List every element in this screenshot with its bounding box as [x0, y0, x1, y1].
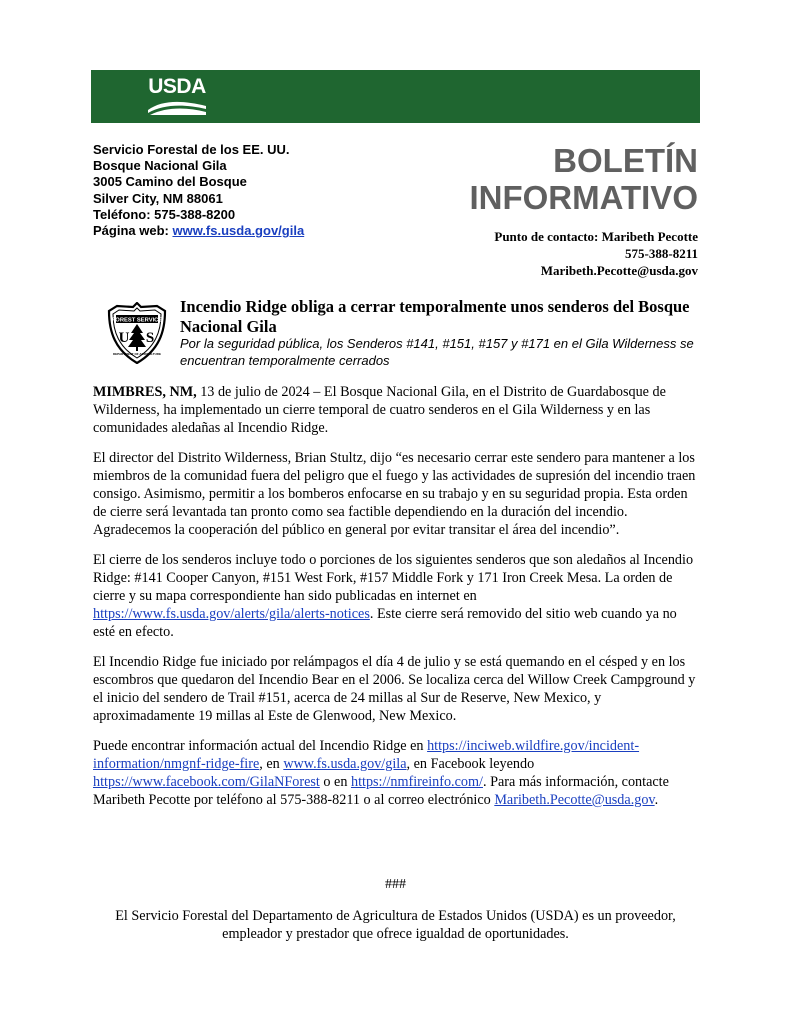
dateline: MIMBRES, NM,: [93, 384, 197, 400]
web-label: Página web:: [93, 223, 173, 239]
paragraph-2: El director del Distrito Wilderness, Brian Stultz, dijo “es necesario cerrar este sendero para mantener a los miembros de la comunidad fuera del peligro que el fuego y las actividades de supresión del incendio traen consigo. Asimismo, permitir a los bomberos enfocarse en su trabajo y en su seguridad propia. Esta orden de cierre será levantada tan pronto como sea factible dependiendo en la duración del incendio. Agradecemos la cooperación del público en general por evitar transitar el área del incendio”.: [93, 450, 696, 538]
paragraph-5-a: Puede encontrar información actual del Incendio Ridge en: [93, 738, 428, 754]
article-body: [93, 383, 702, 821]
footer-statement: El Servicio Forestal del Departamento de Agricultura de Estados Unidos (USDA) es un proveedor, empleador y prestador que ofrece igualdad de oportunidades.: [115, 908, 676, 942]
paragraph-1: [93, 383, 702, 437]
shield-letter-right: S: [145, 330, 155, 346]
bulletin-title-line2: INFORMATIVO: [469, 179, 698, 216]
inciweb-link[interactable]: https://inciweb.wildfire.gov/incident-information/nmgnf-ridge-fire: [93, 738, 640, 772]
nmfireinfo-link[interactable]: https://nmfireinfo.com/: [350, 774, 483, 790]
shield-top-text: FOREST SERVICE: [111, 317, 163, 324]
forest-name: Bosque Nacional Gila: [93, 158, 227, 174]
paragraph-5-d: o en: [319, 774, 351, 790]
web-line: [93, 223, 433, 239]
shield-bottom-text: DEPARTMENT OF AGRICULTURE: [113, 352, 161, 356]
paragraph-5-e: . Para más información, contacte Maribeth Pecotte por teléfono al 575-388-8211 o al correo electrónico: [93, 774, 669, 808]
contact-phone: 575-388-8211: [625, 245, 698, 261]
paragraph-4: El Incendio Ridge fue iniciado por relámpagos el día 4 de julio y se está quemando en el césped y en los escombros que quedaron del Incendio Bear en el 2006. Se localiza cerca del Willow Creek Campground y el inicio del sendero de Trail #151, acerca de 24 millas al Sur de Reserve, New Mexico, y aproximadamente 19 millas al Este de Glenwood, New Mexico.: [93, 654, 696, 724]
bulletin-title: [469, 142, 698, 216]
paragraph-3-end: . Este cierre será removido del sitio web cuando ya no esté en efecto.: [93, 606, 677, 640]
alerts-link[interactable]: https://www.fs.usda.gov/alerts/gila/alerts-notices: [93, 606, 370, 622]
subheadline: Por la seguridad pública, los Senderos #141, #151, #157 y #171 en el Gila Wilderness se encuentran temporalmente cerrados: [180, 336, 694, 368]
usda-hills-icon: [148, 98, 206, 116]
paragraph-5-c: , en Facebook leyendo: [406, 756, 535, 772]
web-link[interactable]: www.fs.usda.gov/gila: [172, 223, 305, 239]
street-address: 3005 Camino del Bosque: [93, 174, 247, 190]
office-address: [93, 142, 433, 239]
end-marker: ###: [385, 877, 406, 892]
contact-block: [494, 229, 698, 279]
office-name: Servicio Forestal de los EE. UU.: [93, 142, 290, 157]
headline: Incendio Ridge obliga a cerrar temporalmente unos senderos del Bosque Nacional Gila: [180, 297, 690, 336]
facebook-link[interactable]: https://www.facebook.com/GilaNForest: [93, 774, 320, 790]
contact-name: Punto de contacto: Maribeth Pecotte: [494, 229, 698, 244]
paragraph-3-text: El cierre de los senderos incluye todo o porciones de los siguientes senderos que son aledaños al Incendio Ridge: #141 Cooper Canyon, #151 West Fork, #157 Middle Fork y 171 Iron Creek Mesa. La orden de cierre y su mapa correspondiente han sido publicadas en internet en: [93, 552, 694, 604]
paragraph-5-b: , en: [259, 756, 284, 772]
phone: Teléfono: 575-388-8200: [93, 206, 236, 222]
bulletin-title-line1: BOLETÍN: [553, 142, 698, 179]
usda-logo-text: USDA: [148, 75, 206, 98]
email-link[interactable]: Maribeth.Pecotte@usda.gov: [494, 792, 655, 808]
paragraph-3: [93, 551, 702, 641]
usda-logo: [148, 76, 206, 118]
gila-web-link[interactable]: www.fs.usda.gov/gila: [283, 756, 407, 772]
shield-letter-left: U: [118, 330, 130, 346]
city-state: Silver City, NM 88061: [93, 190, 223, 206]
forest-service-shield-icon: [107, 302, 167, 364]
paragraph-1-text: 13 de julio de 2024 – El Bosque Nacional Gila, en el Distrito de Guardabosque de Wilderness, ha implementado un cierre temporal de cuatro senderos en el Gila Wilderness y en las comunidades aledañas al Incendio Ridge.: [93, 384, 666, 436]
paragraph-5-f: .: [654, 792, 659, 808]
contact-email: Maribeth.Pecotte@usda.gov: [540, 262, 698, 278]
usda-banner: [91, 70, 700, 123]
paragraph-5: [93, 737, 702, 809]
